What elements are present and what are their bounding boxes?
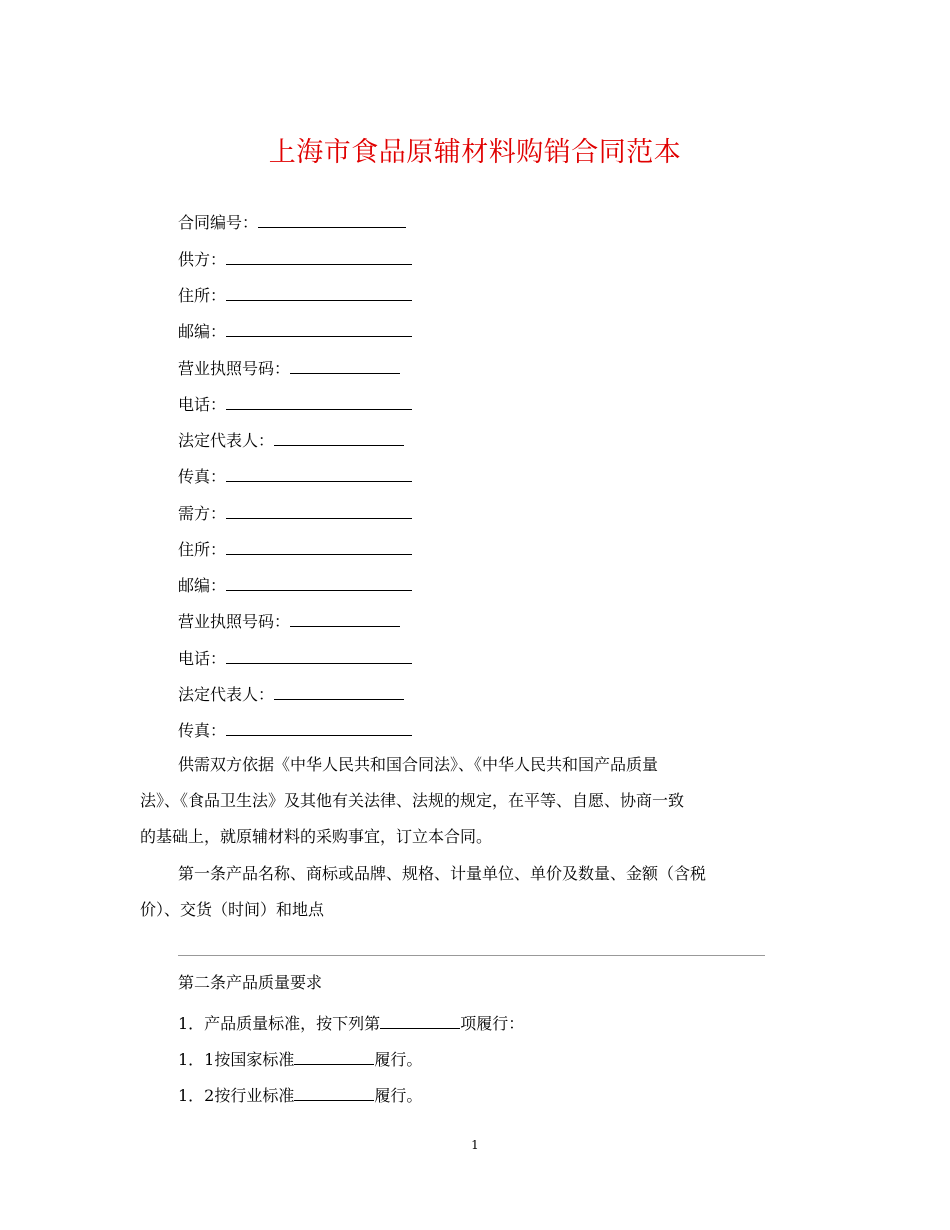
item-text: 1．1按国家标准 [178, 1050, 295, 1069]
field-buyer-postcode [178, 574, 412, 596]
field-label: 传真： [178, 721, 227, 740]
item-text: 项履行： [460, 1014, 525, 1033]
item-text: 1．产品质量标准，按下列第 [178, 1014, 381, 1033]
article-2-item-1-1 [178, 1048, 422, 1070]
field-label: 住所： [178, 286, 227, 305]
field-supplier-phone [178, 393, 412, 415]
field-blank[interactable] [226, 393, 412, 410]
field-label: 电话： [178, 649, 227, 668]
field-blank[interactable] [290, 610, 400, 627]
field-supplier-address [178, 284, 412, 306]
field-blank[interactable] [226, 574, 412, 591]
field-label: 营业执照号码： [178, 612, 291, 631]
field-buyer-phone [178, 647, 412, 669]
field-blank[interactable] [226, 320, 412, 337]
field-buyer [178, 502, 412, 524]
field-label: 法定代表人： [178, 431, 275, 450]
intro-line: 法》、《食品卫生法》及其他有关法律、法规的规定，在平等、自愿、协商一致 [140, 791, 685, 810]
field-blank[interactable] [274, 683, 404, 700]
field-label: 营业执照号码： [178, 359, 291, 378]
article-2-item-1-2 [178, 1084, 422, 1106]
intro-line: 供需双方依据《中华人民共和国合同法》、《中华人民共和国产品质量 [178, 755, 659, 774]
field-label: 邮编： [178, 576, 227, 595]
field-supplier-license [178, 357, 400, 379]
page-number: 1 [471, 1138, 479, 1152]
item-text: 履行。 [374, 1050, 423, 1069]
blank-rule-line [178, 955, 765, 956]
field-buyer-legal-rep [178, 683, 404, 705]
field-blank[interactable] [226, 465, 412, 482]
item-text: 1．2按行业标准 [178, 1086, 295, 1105]
article-2-heading: 第二条产品质量要求 [178, 973, 323, 992]
field-blank[interactable] [226, 502, 412, 519]
item-text: 履行。 [374, 1086, 423, 1105]
item-blank[interactable] [294, 1048, 374, 1065]
field-label: 邮编： [178, 322, 227, 341]
intro-line: 的基础上，就原辅材料的采购事宜，订立本合同。 [140, 827, 493, 846]
field-blank[interactable] [226, 647, 412, 664]
field-label: 合同编号： [178, 213, 259, 232]
item-blank[interactable] [294, 1084, 374, 1101]
field-blank[interactable] [274, 429, 404, 446]
field-blank[interactable] [226, 248, 412, 265]
field-blank[interactable] [226, 719, 412, 736]
field-label: 供方： [178, 250, 227, 269]
article-1-line: 第一条产品名称、商标或品牌、规格、计量单位、单价及数量、金额（含税 [178, 864, 707, 883]
field-label: 法定代表人： [178, 685, 275, 704]
field-supplier [178, 248, 412, 270]
field-label: 需方： [178, 504, 227, 523]
field-buyer-license [178, 610, 400, 632]
field-supplier-fax [178, 465, 412, 487]
field-label: 住所： [178, 540, 227, 559]
field-supplier-postcode [178, 320, 412, 342]
field-blank[interactable] [290, 357, 400, 374]
field-buyer-fax [178, 719, 412, 741]
article-1-line: 价）、交货（时间）和地点 [140, 900, 325, 919]
field-label: 电话： [178, 395, 227, 414]
article-2-item-1 [178, 1012, 524, 1034]
article-1-paragraph [140, 856, 805, 928]
field-contract-number [178, 211, 406, 233]
field-label: 传真： [178, 467, 227, 486]
field-blank[interactable] [226, 284, 412, 301]
field-supplier-legal-rep [178, 429, 404, 451]
intro-paragraph [140, 747, 805, 855]
field-blank[interactable] [226, 538, 412, 555]
item-blank[interactable] [380, 1012, 460, 1029]
document-title: 上海市食品原辅材料购销合同范本 [268, 137, 682, 168]
field-buyer-address [178, 538, 412, 560]
field-blank[interactable] [258, 211, 406, 228]
